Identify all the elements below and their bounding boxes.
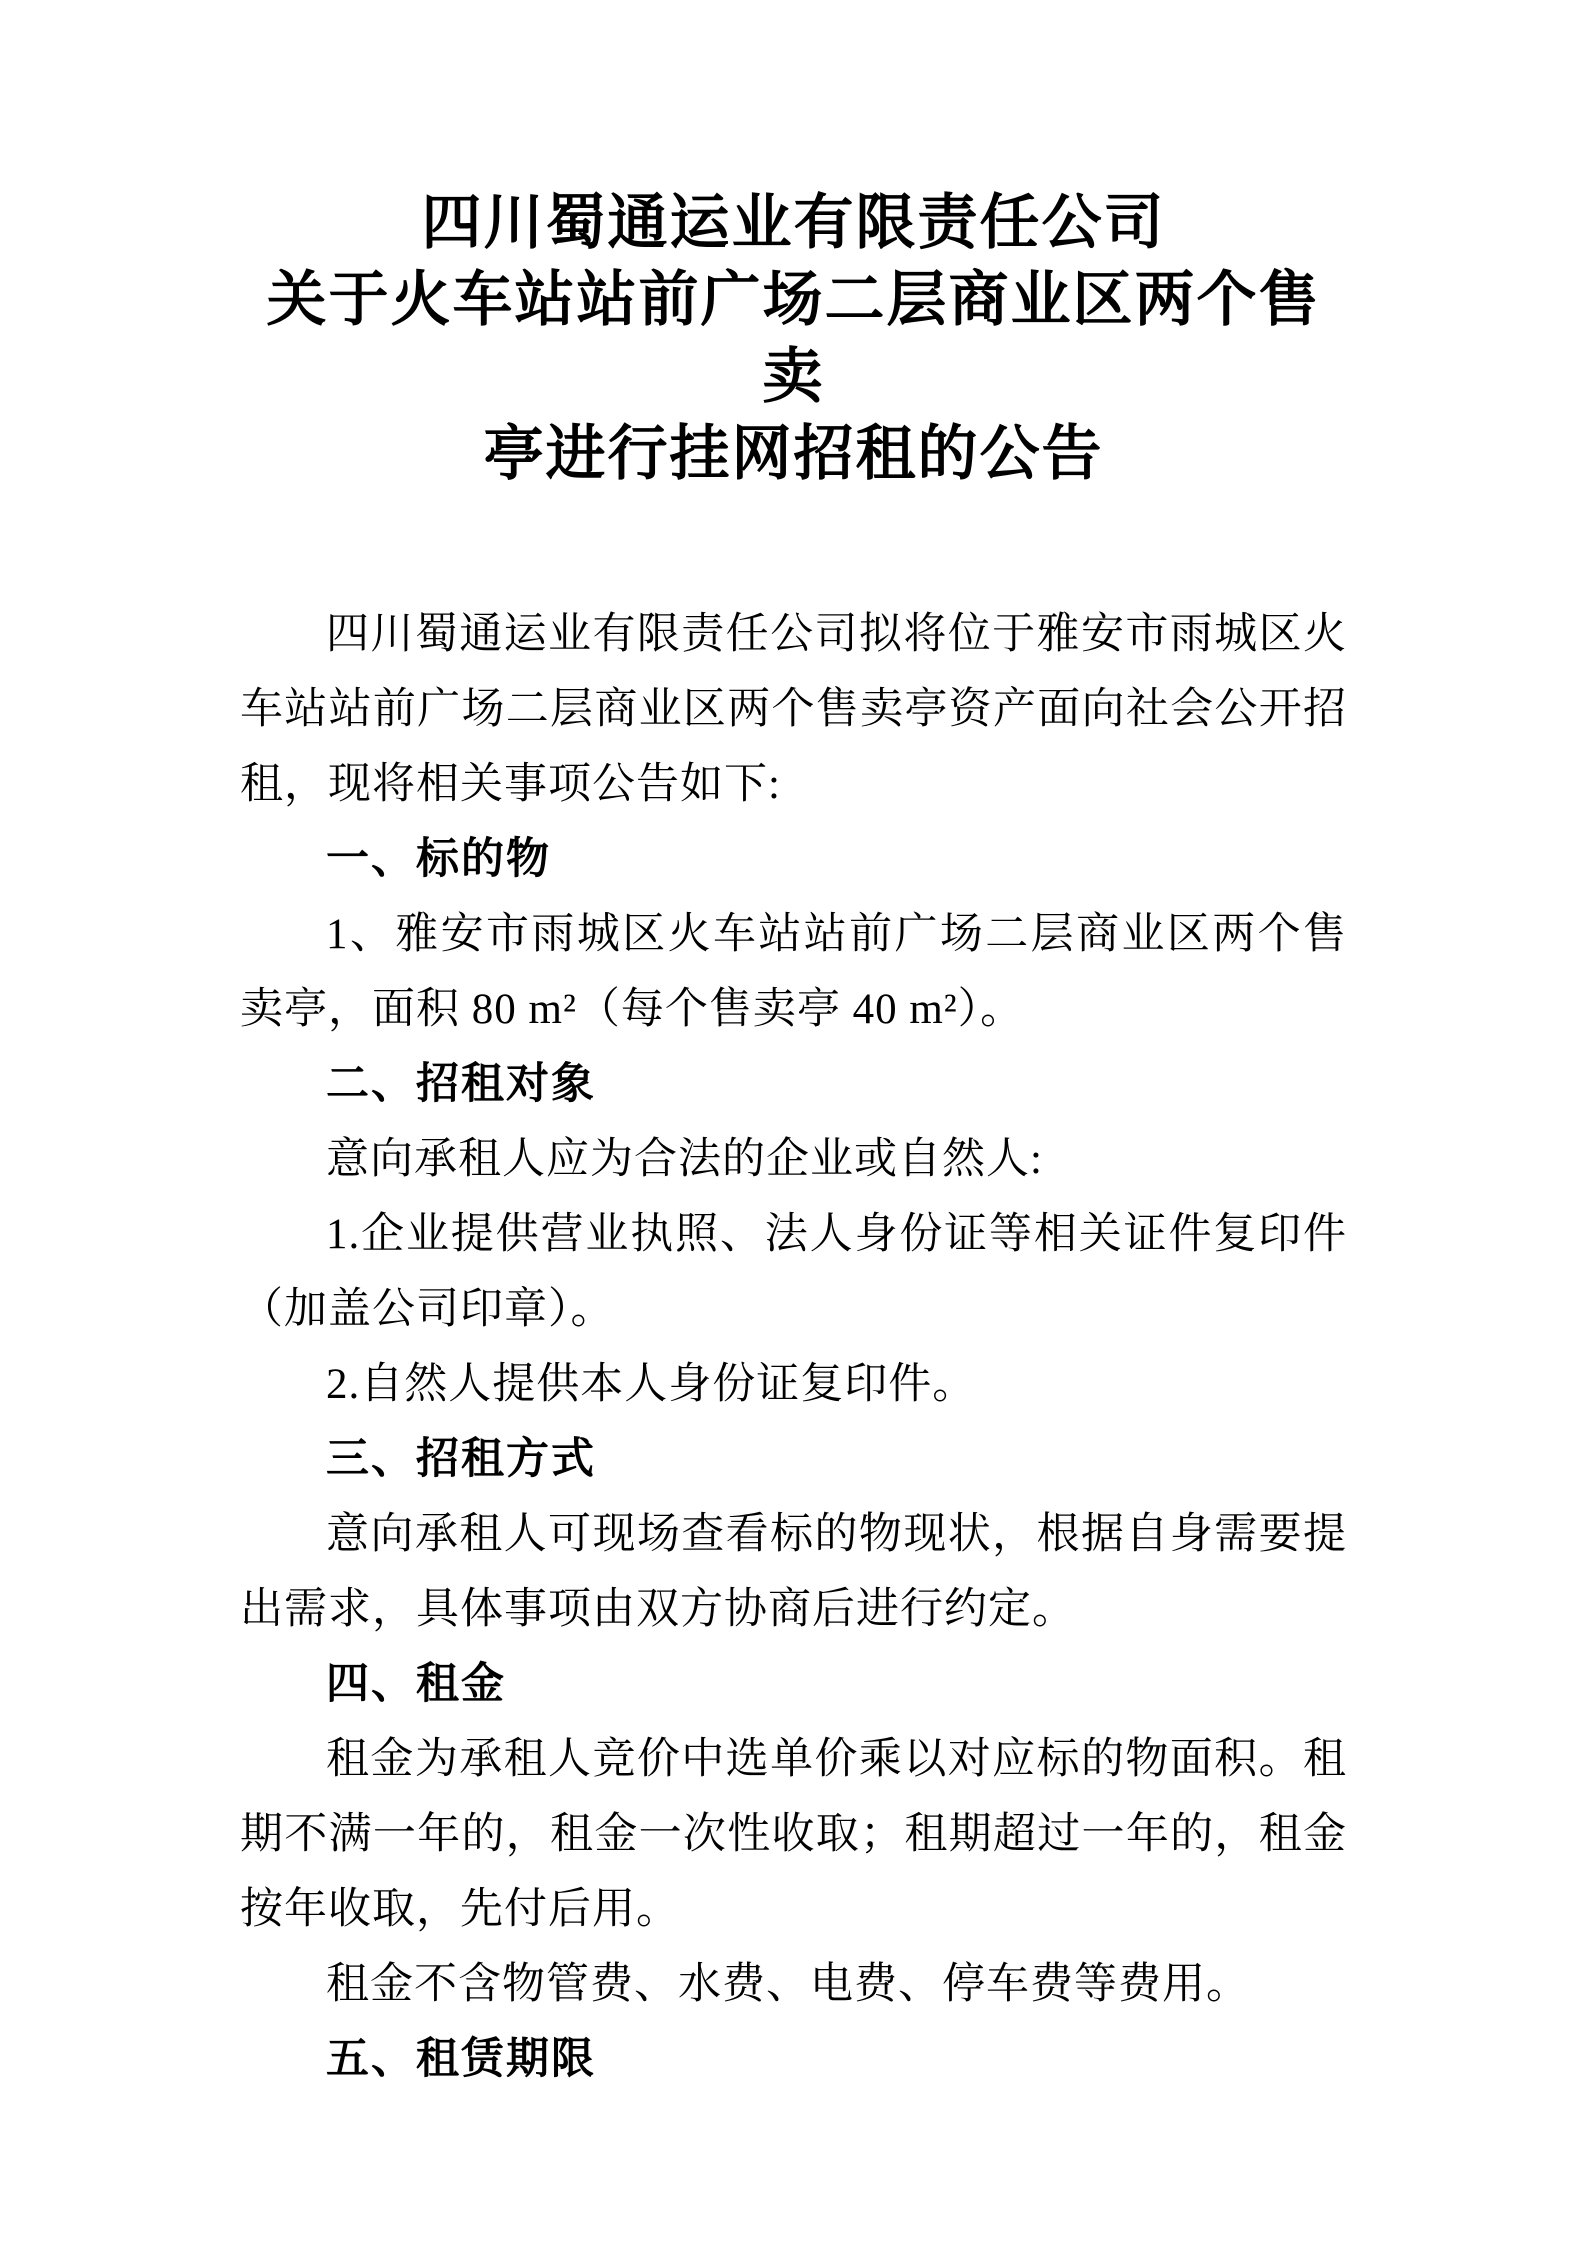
paragraph: 租金不含物管费、水费、电费、停车费等费用。 — [326, 1961, 1250, 2008]
section-heading: 三、招租方式 — [326, 1435, 596, 1483]
document-title — [240, 185, 1347, 493]
paragraph: 意向承租人应为合法的企业或自然人: — [326, 1136, 1043, 1183]
paragraph: 四川蜀通运业有限责任公司拟将位于雅安市雨城区火车站站前广场二层商业区两个售卖亭资产面向社会公开招租，现将相关事项公告如下: — [240, 611, 1347, 808]
document-body — [240, 597, 1347, 2097]
paragraph: 租金为承租人竞价中选单价乘以对应标的物面积。租期不满一年的，租金一次性收取；租期超过一年的，租金按年收取，先付后用。 — [240, 1736, 1347, 1933]
document-title-line-3: 亭进行挂网招租的公告 — [483, 421, 1104, 487]
section-heading: 四、租金 — [326, 1660, 506, 1708]
section-heading: 一、标的物 — [326, 835, 551, 883]
paragraph: 2.自然人提供本人身份证复印件。 — [326, 1361, 977, 1408]
document-title-line-1: 四川蜀通运业有限责任公司 — [421, 190, 1166, 256]
paragraph: 意向承租人可现场查看标的物现状，根据自身需要提出需求，具体事项由双方协商后进行约定。 — [240, 1511, 1347, 1633]
section-heading: 五、租赁期限 — [326, 2035, 596, 2083]
document-title-line-2: 关于火车站站前广场二层商业区两个售卖 — [266, 267, 1321, 410]
section-heading: 二、招租对象 — [326, 1060, 596, 1108]
paragraph: 1、雅安市雨城区火车站站前广场二层商业区两个售卖亭，面积 80 m²（每个售卖亭 40 m²）。 — [240, 911, 1347, 1033]
paragraph: 1.企业提供营业执照、法人身份证等相关证件复印件（加盖公司印章）。 — [240, 1211, 1347, 1333]
